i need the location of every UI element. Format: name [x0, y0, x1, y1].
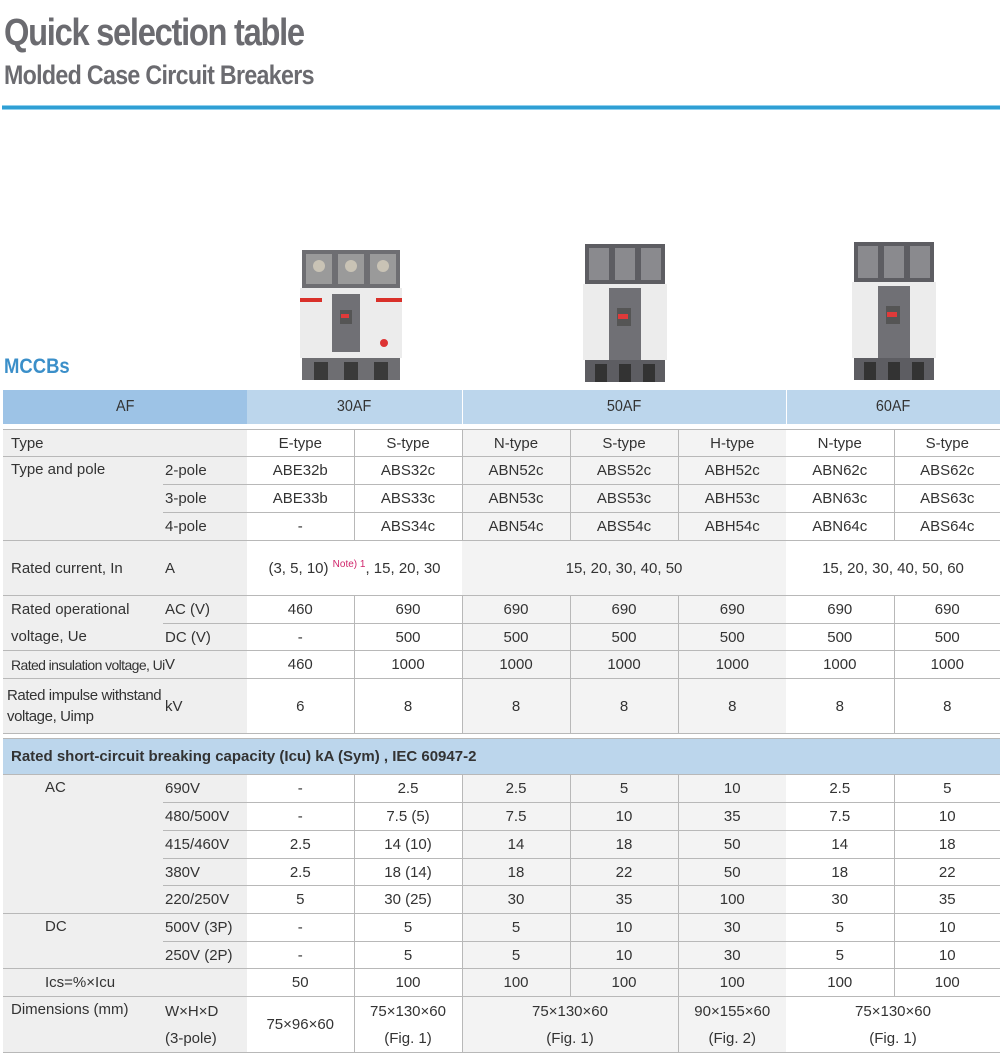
page-title: Quick selection table: [4, 12, 304, 54]
cell: 6: [247, 679, 354, 734]
cell: 5: [354, 942, 462, 969]
fig-ref: (Fig. 1): [869, 1029, 917, 1047]
rated-current-30af-prefix: (3, 5, 10): [268, 560, 329, 577]
cell: 460: [247, 596, 354, 624]
header-50af: [463, 390, 786, 424]
cell: ABN63c: [786, 485, 894, 513]
rated-current-60af: 15, 20, 30, 40, 50, 60: [786, 541, 1000, 596]
cell: ABS53c: [570, 485, 678, 513]
row-label: Dimensions (mm): [3, 997, 163, 1053]
sub-label: 3-pole: [163, 485, 247, 513]
cell: 500: [462, 624, 570, 651]
rated-current-50af: 15, 20, 30, 40, 50: [462, 541, 786, 596]
dim-value: 75×130×60: [532, 1002, 608, 1020]
cell: ABN53c: [462, 485, 570, 513]
cell: 2.5: [247, 831, 354, 859]
cell: ABH52c: [678, 457, 786, 485]
table-row-rated-current: [3, 541, 1000, 596]
unit-label: DC (V): [163, 624, 247, 651]
fig-ref: (Fig. 2): [708, 1029, 756, 1047]
dim-60af: [786, 997, 1000, 1053]
cell: ABE32b: [247, 457, 354, 485]
cell: 2.5: [247, 859, 354, 886]
cell: 1000: [786, 651, 894, 679]
unit-label: kV: [163, 679, 247, 734]
icu-band-title: Rated short-circuit breaking capacity (Icu) kA (Sym) , IEC 60947-2: [3, 739, 1000, 775]
cell: ABH54c: [678, 513, 786, 541]
cell: 690: [354, 596, 462, 624]
table-row-ue-dc: [3, 624, 1000, 651]
icu-band: [3, 739, 1000, 775]
cell: 10: [894, 942, 1000, 969]
sub-label: 2-pole: [163, 457, 247, 485]
cell: ABN64c: [786, 513, 894, 541]
cell: 5: [786, 942, 894, 969]
cell: 690: [786, 596, 894, 624]
cell: 5: [894, 775, 1000, 803]
voltage-label: 250V (2P): [163, 942, 247, 969]
cell: -: [247, 513, 354, 541]
row-label: voltage, Ue: [3, 624, 163, 651]
cell: -: [247, 803, 354, 831]
sub-label: 4-pole: [163, 513, 247, 541]
voltage-label: 415/460V: [163, 831, 247, 859]
row-label: Rated insulation voltage, Ui: [3, 651, 163, 679]
cell: 5: [570, 775, 678, 803]
cell: 690: [462, 596, 570, 624]
table-row-ics: [3, 969, 1000, 997]
cell: 8: [894, 679, 1000, 734]
cell: 30: [462, 886, 570, 914]
fig-ref: (Fig. 1): [546, 1029, 594, 1047]
row-label: Rated operational: [3, 596, 163, 624]
cell: 5: [462, 942, 570, 969]
dim-s30: [354, 997, 462, 1053]
cell: -: [247, 914, 354, 942]
cell: 1000: [354, 651, 462, 679]
cell: ABS52c: [570, 457, 678, 485]
table-row-2pole: [3, 457, 1000, 485]
voltage-label: 220/250V: [163, 886, 247, 914]
cell: 50: [678, 859, 786, 886]
header-30af-label: 30AF: [337, 398, 372, 415]
icu-dc-label: DC: [3, 914, 163, 969]
cell: 1000: [678, 651, 786, 679]
title-divider: [2, 105, 1000, 110]
header-60af-label: 60AF: [876, 398, 911, 415]
cell: 5: [462, 914, 570, 942]
header-af: [3, 390, 247, 424]
dim-50af-h: [678, 997, 786, 1053]
cell: ABN62c: [786, 457, 894, 485]
cell: 10: [678, 775, 786, 803]
cell: 100: [462, 969, 570, 997]
cell: S-type: [354, 430, 462, 457]
cell: 14: [786, 831, 894, 859]
cell: 10: [570, 942, 678, 969]
cell: 5: [247, 886, 354, 914]
cell: 7.5: [462, 803, 570, 831]
dim-50af-ns: [462, 997, 678, 1053]
cell: 100: [678, 886, 786, 914]
cell: N-type: [786, 430, 894, 457]
table-row-ui: [3, 651, 1000, 679]
section-title: MCCBs: [4, 355, 70, 378]
cell: 30 (25): [354, 886, 462, 914]
dim-value: 75×130×60: [370, 1002, 446, 1020]
cell: 1000: [570, 651, 678, 679]
unit-label: A: [163, 541, 247, 596]
cell: 10: [894, 803, 1000, 831]
cell: 10: [570, 914, 678, 942]
table-row-dimensions: [3, 997, 1000, 1053]
cell: ABS32c: [354, 457, 462, 485]
cell: H-type: [678, 430, 786, 457]
mccb-50af-photo: [583, 242, 667, 384]
cell: 500: [786, 624, 894, 651]
cell: 10: [570, 803, 678, 831]
cell: 30: [678, 942, 786, 969]
cell: 2.5: [786, 775, 894, 803]
cell: 690: [678, 596, 786, 624]
cell: ABE33b: [247, 485, 354, 513]
header-30af: [247, 390, 462, 424]
cell: 35: [570, 886, 678, 914]
cell: 100: [786, 969, 894, 997]
cell: ABS34c: [354, 513, 462, 541]
cell: -: [247, 775, 354, 803]
cell: -: [247, 624, 354, 651]
cell: 8: [678, 679, 786, 734]
cell: S-type: [894, 430, 1000, 457]
cell: ABH53c: [678, 485, 786, 513]
cell: 690: [894, 596, 1000, 624]
cell: E-type: [247, 430, 354, 457]
cell: 35: [678, 803, 786, 831]
cell: 100: [354, 969, 462, 997]
cell: 8: [570, 679, 678, 734]
icu-ac-label: AC: [3, 775, 163, 914]
dimensions-sub1: W×H×D: [165, 1002, 219, 1020]
unit-label: V: [163, 651, 247, 679]
dimensions-sub2: (3-pole): [165, 1029, 217, 1047]
header-60af: [787, 390, 1000, 424]
cell: 1000: [462, 651, 570, 679]
cell: 8: [354, 679, 462, 734]
cell: ABN52c: [462, 457, 570, 485]
cell: 8: [786, 679, 894, 734]
cell: 18 (14): [354, 859, 462, 886]
row-label: [3, 679, 163, 734]
cell: 7.5: [786, 803, 894, 831]
cell: 18: [570, 831, 678, 859]
cell: ABN54c: [462, 513, 570, 541]
cell: 22: [894, 859, 1000, 886]
voltage-label: 380V: [163, 859, 247, 886]
cell: N-type: [462, 430, 570, 457]
cell: ABS62c: [894, 457, 1000, 485]
cell: 30: [786, 886, 894, 914]
unit-label: AC (V): [163, 596, 247, 624]
cell: 18: [462, 859, 570, 886]
cell: 100: [678, 969, 786, 997]
rated-current-30af-suffix: , 15, 20, 30: [365, 560, 441, 577]
cell: 1000: [894, 651, 1000, 679]
ics-label: Ics=%×Icu: [3, 969, 247, 997]
cell: 22: [570, 859, 678, 886]
mccb-60af-photo: [852, 240, 936, 382]
cell: 460: [247, 651, 354, 679]
cell: 100: [570, 969, 678, 997]
row-label: Type: [3, 430, 247, 457]
cell: 5: [786, 914, 894, 942]
cell: ABS54c: [570, 513, 678, 541]
cell: 50: [247, 969, 354, 997]
cell: 50: [678, 831, 786, 859]
table-row-icu-dc500: [3, 914, 1000, 942]
cell: 18: [894, 831, 1000, 859]
table-row-icu-690: [3, 775, 1000, 803]
cell: 35: [894, 886, 1000, 914]
cell: 2.5: [354, 775, 462, 803]
cell: 500: [570, 624, 678, 651]
header-af-label: AF: [115, 398, 135, 415]
row-label: Rated current, In: [3, 541, 163, 596]
dimensions-sub-label: [163, 997, 247, 1053]
fig-ref: (Fig. 1): [384, 1029, 432, 1047]
cell: 500: [354, 624, 462, 651]
row-label-line2: voltage, Uimp: [7, 708, 94, 725]
cell: -: [247, 942, 354, 969]
cell: 690: [570, 596, 678, 624]
voltage-label: 690V: [163, 775, 247, 803]
cell: ABS64c: [894, 513, 1000, 541]
table-row-uimp: [3, 679, 1000, 734]
row-label: Type and pole: [3, 457, 163, 541]
cell: ABS63c: [894, 485, 1000, 513]
cell: 500: [678, 624, 786, 651]
cell: 18: [786, 859, 894, 886]
cell: S-type: [570, 430, 678, 457]
header-50af-label: 50AF: [607, 398, 642, 415]
dim-e30: 75×96×60: [247, 997, 354, 1053]
cell: 7.5 (5): [354, 803, 462, 831]
cell: 8: [462, 679, 570, 734]
cell: 30: [678, 914, 786, 942]
cell: 2.5: [462, 775, 570, 803]
cell: ABS33c: [354, 485, 462, 513]
table-row-ue-ac: [3, 596, 1000, 624]
mccb-30af-photo: [296, 248, 406, 383]
cell: 14 (10): [354, 831, 462, 859]
table-row-type: [3, 430, 1000, 457]
page-subtitle: Molded Case Circuit Breakers: [4, 60, 314, 90]
dim-value: 75×130×60: [855, 1002, 931, 1020]
voltage-label: 480/500V: [163, 803, 247, 831]
note-reference: Note) 1: [332, 559, 366, 570]
cell: 10: [894, 914, 1000, 942]
selection-table: [3, 429, 1000, 1053]
row-label-line1: Rated impulse withstand: [7, 687, 162, 704]
dim-value: 90×155×60: [694, 1002, 771, 1020]
cell: 5: [354, 914, 462, 942]
cell: 100: [894, 969, 1000, 997]
cell: 14: [462, 831, 570, 859]
voltage-label: 500V (3P): [163, 914, 247, 942]
rated-current-30af: [247, 541, 462, 596]
cell: 500: [894, 624, 1000, 651]
